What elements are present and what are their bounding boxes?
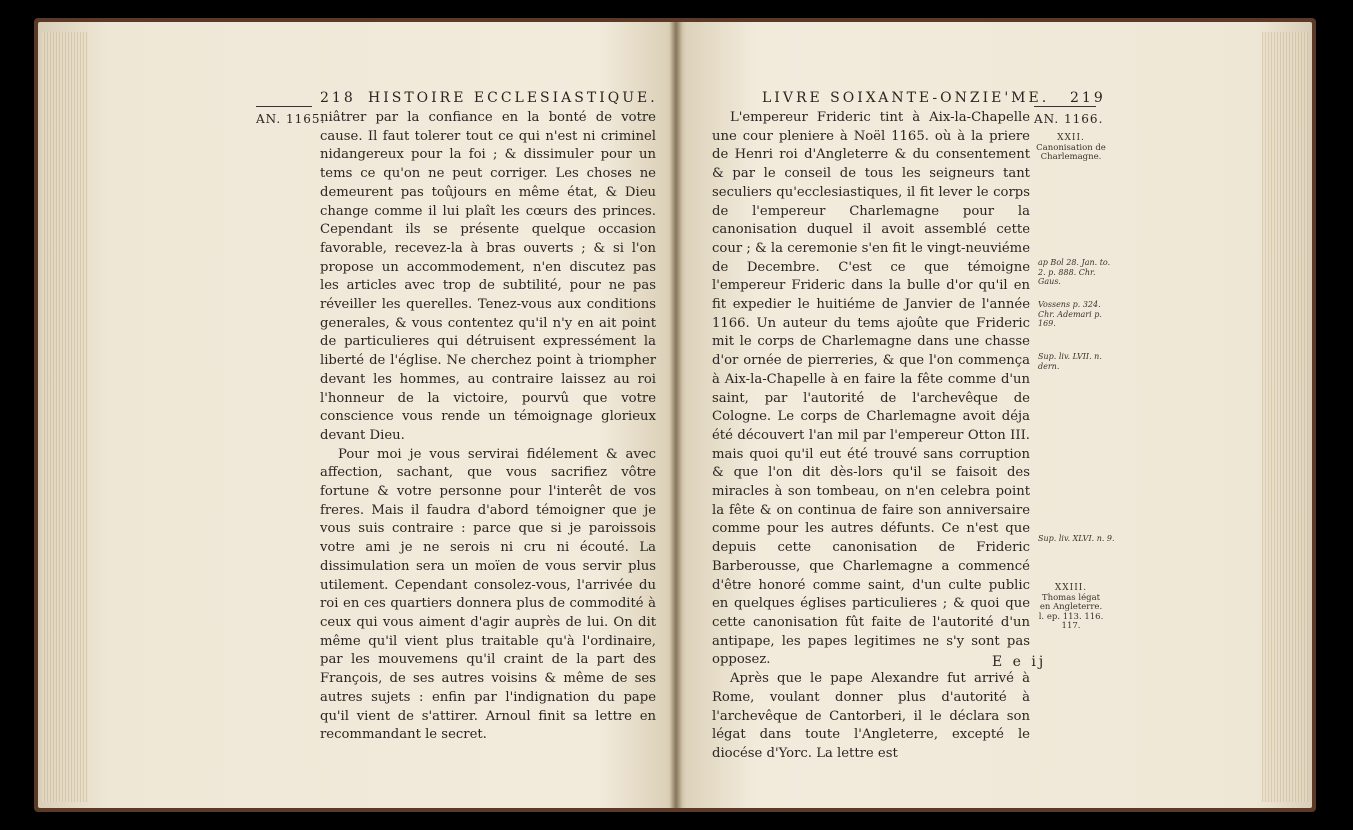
sidenote-number-23: XXIII. [1054, 583, 1088, 593]
right-body-text [712, 109, 1030, 764]
book [34, 18, 1316, 812]
citation-note-2: Vossens p. 324. Chr. Ademari p. 169. [1038, 300, 1102, 328]
right-page-number: 219 [1070, 90, 1106, 106]
left-margin-year: AN. 1165. [256, 112, 326, 126]
sidenote-canonisation [1036, 134, 1106, 163]
right-paragraph-2: Après que le pape Alexandre fut arrivé à Rome, voulant donner plus d'autorité à l'archevêque de Cantorberi, il le déclara son légat dans toute l'Angleterre, excepté le diocése d'Yorc. La lettre est [712, 671, 1030, 761]
left-page [38, 22, 676, 808]
left-paragraph-1: niâtrer par la confiance en la bonté de votre cause. Il faut tolerer tout ce qui n'est ni criminel nidangereux pour la foi ; & dissimuler pour un tems ce qu'on ne peut corriger. Les choses ne demeurent pas toûjours en même état, & Dieu change comme il lui plaît les cœurs des princes. Cependant ils se présente quelque occasion favorable, recevez-la à bras ouverts ; & si l'on propose un accommodement, n'en discutez pas les articles avec trop de subtilité, pour ne pas réveiller les querelles. Tenez-vous aux conditions generales, & vous contentez qu'il n'y en ait point de particulieres qui détruisent expressément la liberté de l'église. Ne cherchez point à triompher devant les hommes, au contraire laissez au roi l'honneur de la victoire, pourvû que votre conscience vous rende un témoignage glorieux devant Dieu. [320, 110, 656, 443]
right-margin-rule [1034, 106, 1096, 107]
citation-note-1: ap Bol 28. Jan. to. 2. p. 888. Chr. Gaus. [1038, 258, 1111, 286]
left-margin-rule [256, 106, 312, 107]
sidenote-number-22: XXII. [1057, 133, 1085, 143]
page-edges-left [42, 32, 88, 802]
citation-note-4: Sup. liv. XLVI. n. 9. [1038, 534, 1115, 543]
left-page-number: 218 [320, 90, 356, 106]
right-margin-year: AN. 1166. [1034, 112, 1104, 126]
right-running-head: LIVRE SOIXANTE-ONZIE'ME. [762, 90, 1050, 106]
right-page [676, 22, 1312, 808]
left-paragraph-2: Pour moi je vous servirai fidélement & avec affection, sachant, que vous sacrifiez vôtre fortune & votre personne pour l'interêt de vos freres. Mais il faudra d'abord témoigner que je vous suis contraire : parce que si je paroissois votre ami je ne serois ni cru ni écouté. La dissimulation sera un moïen de vous servir plus utilement. Cependant consolez-vous, l'arrivée du roi en ces quartiers donnera plus de commodité à ceux qui vous aiment d'agir auprès de lui. On dit même qu'il vient plus traitable qu'à l'ordinaire, par les mouvemens qu'il craint de la part des François, de ses autres voisins & même de ses autres sujets : enfin par l'indignation du pape qu'il vient de s'attirer. Arnoul finit sa lettre en recommandant le secret. [320, 446, 656, 743]
sidenote-legat-text: Thomas légat en Angleterre. l. ep. 113. 116. 117. [1038, 592, 1104, 631]
sidenote-canonisation-text: Canonisation de Charlemagne. [1036, 142, 1106, 162]
page-edges-right [1262, 32, 1308, 802]
left-running-head: HISTOIRE ECCLESIASTIQUE. [368, 90, 658, 106]
citation-note-3: Sup. liv. LVII. n. dern. [1038, 352, 1102, 371]
left-body-text [320, 109, 656, 745]
sidenote-legat [1036, 584, 1106, 632]
book-gutter [670, 22, 682, 808]
signature-mark: E e ij [992, 654, 1047, 670]
right-paragraph-1: L'empereur Frideric tint à Aix-la-Chapelle une cour pleniere à Noël 1165. où à la priere de Henri roi d'Angleterre & du consentement & par le conseil de tous les seigneurs tant seculiers qu'ecclesiastiques, il fit lever le corps de l'empereur Charlemagne pour la canonisation duquel il avoit assemblé cette cour ; & la ceremonie s'en fit le vingt-neuviéme de Decembre. C'est ce que témoigne l'empereur Frideric dans la bulle d'or qu'il en fit expedier le huitiéme de Janvier de l'année 1166. Un auteur du tems ajoûte que Frideric mit le corps de Charlemagne dans une chasse d'or ornée de pierreries, & que l'on commença à Aix-la-Chapelle à en faire la fête comme d'un saint, par l'autorité de l'archevêque de Cologne. Le corps de Charlemagne avoit déja été découvert l'an mil par l'empereur Otton III. mais quoi qu'il eut été trouvé sans corruption & que l'on dit dès-lors qu'il se faisoit des miracles à son tombeau, on n'en celebra point la fête & on continua de faire son anniversaire comme pour les autres défunts. Ce n'est que depuis cette canonisation de Frideric Barberousse, que Charlemagne a commencé d'être honoré comme saint, d'un culte public en quelques églises particulieres ; & quoi que cette canonisation fût faite de l'autorité d'un antipape, les papes legitimes ne s'y sont pas opposez. [712, 110, 1030, 668]
